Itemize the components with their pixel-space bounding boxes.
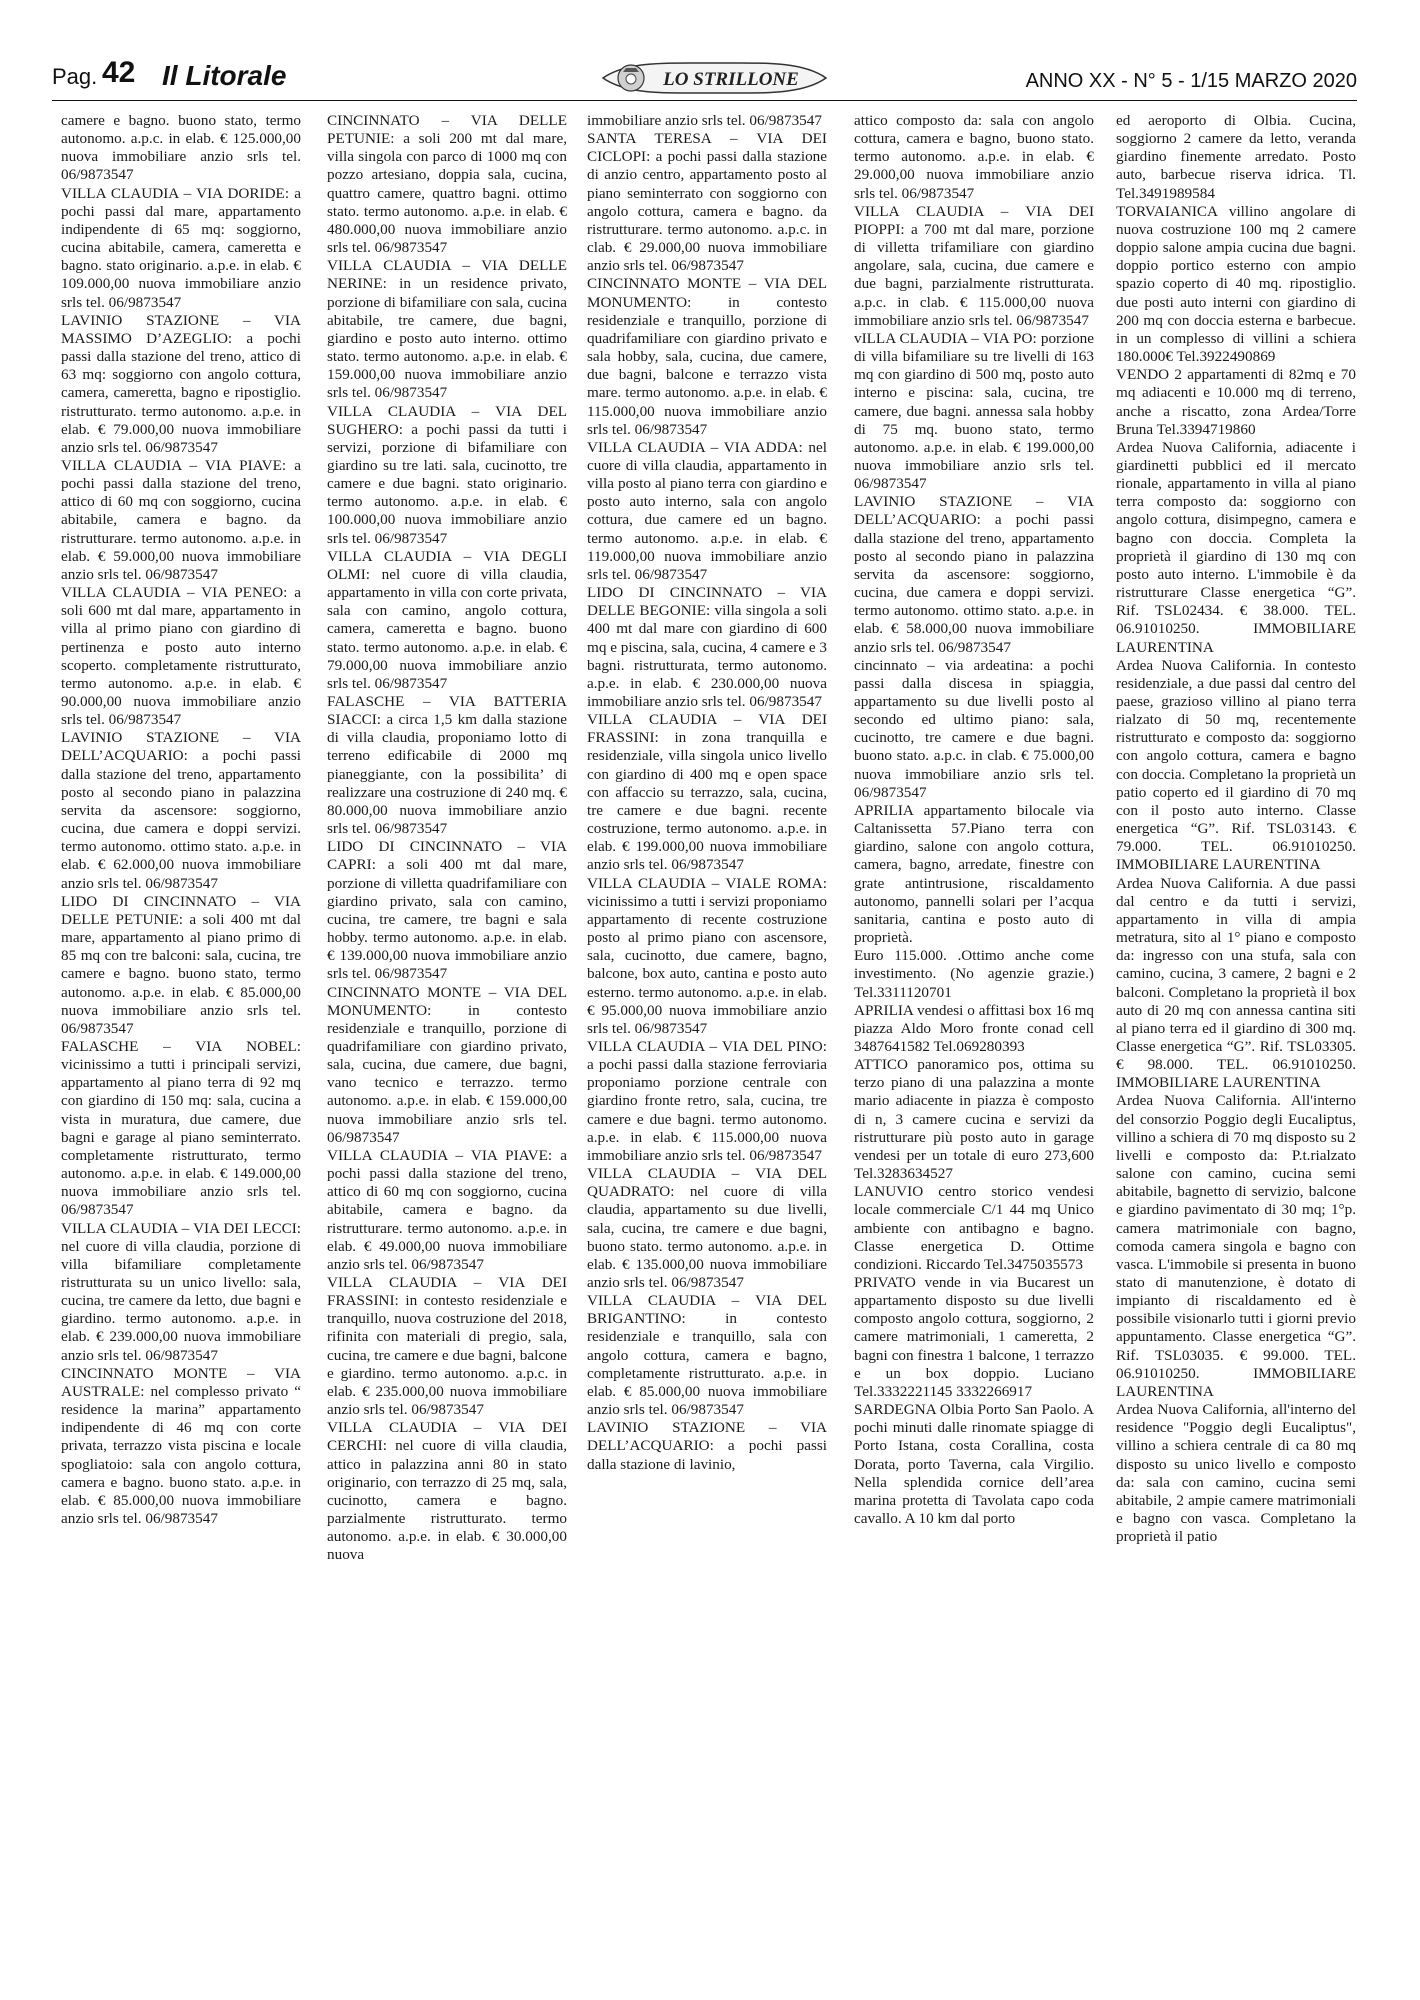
classified-ad: FALASCHE – VIA BATTERIA SIACCI: a circa 1,5 km dalla stazione di villa claudia, proponiamo lotto di terreno edificabile di 2000 mq pianeggiante, con la possibilita’ di realizzare una costruzione di 240 mq. € 80.000,00 nuova immobiliare anzio srls tel. 06/9873547 [327, 693, 567, 838]
classified-ad: VILLA CLAUDIA – VIA DEI PIOPPI: a 700 mt dal mare, porzione di villetta trifamiliare con giardino angolare, sala, cucina, due camere e due bagni, parzialmente ristrutturata. a.p.c. in clab. € 115.000,00 nuova immobiliare anzio srls tel. 06/9873547 [854, 202, 1094, 329]
classified-ad: LIDO DI CINCINNATO – VIA DELLE BEGONIE: villa singola a soli 400 mt dal mare con giardino di 600 mq e piscina, sala, cucina, 4 camere e 3 bagni. ristrutturata, termo autonomo. a.p.e. in elab. € 230.000,00 nuova immobiliare anzio srls tel. 06/9873547 [587, 584, 827, 710]
classified-ad: VILLA CLAUDIA – VIA DEL PINO: a pochi passi dalla stazione ferroviaria proponiamo porzione centrale con giardino fronte retro, sala, cucina, tre camere e due bagni. termo autonomo. a.p.e. in elab. € 115.000,00 nuova immobiliare anzio srls tel. 06/9873547 [587, 1037, 827, 1164]
classified-ad: ed aeroporto di Olbia. Cucina, soggiorno 2 camere da letto, veranda giardino finemente arredato. Posto auto, barbecue riserva idrica. Tl. Tel.3491989584 [1116, 112, 1356, 202]
classified-ad: CINCINNATO MONTE – VIA AUSTRALE: nel complesso privato “ residence la marina” appartamento indipendente di 46 mq con corte privata, terrazzo vista piscina e locale spogliatoio: sala con angolo cottura, camera e bagno. buono stato. a.p.e. in elab. € 85.000,00 nuova immobiliare anzio srls tel. 06/9873547 [61, 1364, 301, 1528]
classified-ad: VILLA CLAUDIA – VIA PENEO: a soli 600 mt dal mare, appartamento in villa al primo piano con giardino di pertinenza e posto auto interno scoperto. completamente ristrutturato, termo autonomo. a.p.e. in elab. € 90.000,00 nuova immobiliare anzio srls tel. 06/9873547 [61, 584, 301, 729]
classified-ad: VENDO 2 appartamenti di 82mq e 70 mq adiacenti e 10.000 mq di terreno, anche a riscatto, zona Ardea/Torre Bruna Tel.3394719860 [1116, 366, 1356, 438]
classified-ad: VILLA CLAUDIA – VIA DEI FRASSINI: in contesto residenziale e tranquillo, nuova costruzione del 2018, rifinita con materiali di pregio, sala, cucina, tre camere e due bagni, balcone e giardino. termo autonomo. a.p.c. in elab. € 235.000,00 nuova immobiliare anzio srls tel. 06/9873547 [327, 1274, 567, 1419]
classified-ad: APRILIA vendesi o affittasi box 16 mq piazza Aldo Moro fronte conad cell 3487641582 Tel.069280393 [854, 1001, 1094, 1055]
page-number: 42 [102, 56, 136, 89]
classified-ad: Ardea Nuova California. All'interno del consorzio Poggio degli Eucaliptus, villino a schiera di 70 mq disposto su 2 livelli e composto da: P.t.rialzato salone con camino, cucina semi abitabile, bagnetto di servizio, balcone e giardino pavimentato di 30 mq; 1°p. camera matrimoniale con bagno, comoda camera singola e bagno con vasca. L'immobile si presenta in buono stato di manutenzione, è dotato di impianto di riscaldamento ed è possibile visionarlo tutti i giorni previo appuntamento. Classe energetica “G”. Rif. TSL03035. € 99.000. TEL. 06.91010250. IMMOBILIARE LAURENTINA [1116, 1092, 1356, 1400]
page-header [52, 58, 1357, 98]
column-4 [854, 112, 1094, 1528]
classified-ad: Euro 115.000. .Ottimo anche come investimento. (No agenzie grazie.) Tel.3311120701 [854, 947, 1094, 1001]
classified-ad: LANUVIO centro storico vendesi locale commerciale C/1 44 mq Unico ambiente con antibagno e bagno. Classe energetica D. Ottime condizioni. Riccardo Tel.3475035573 [854, 1183, 1094, 1273]
classified-ad: SARDEGNA Olbia Porto San Paolo. A pochi minuti dalle rinomate spiagge di Porto Istana, costa Corallina, costa Dorata, porto Taverna, cala Virgilio. Nella splendida cornice dell’area marina protetta di Tavolata capo coda cavallo. A 10 km dal porto [854, 1401, 1094, 1528]
classified-ad: CINCINNATO MONTE – VIA DEL MONUMENTO: in contesto residenziale e tranquillo, porzione di quadrifamiliare con giardino privato, sala, cucina, due camere, due bagni, vano tecnico e terrazzo. termo autonomo. a.p.e. in elab. € 159.000,00 nuova immobiliare anzio srls tel. 06/9873547 [327, 983, 567, 1146]
classified-ad: VILLA CLAUDIA – VIA DORIDE: a pochi passi dal mare, appartamento indipendente di 65 mq: soggiorno, cucina abitabile, camera, cameretta e bagno. stato originario. a.p.e. in elab. € 109.000,00 nuova immobiliare anzio srls tel. 06/9873547 [61, 184, 301, 311]
classified-ad: VILLA CLAUDIA – VIA DELLE NERINE: in un residence privato, porzione di bifamiliare con sala, cucina abitabile, tre camere, due bagni, giardino e posto auto interno. ottimo stato. termo autonomo. a.p.e. in elab. € 159.000,00 nuova immobiliare anzio srls tel. 06/9873547 [327, 257, 567, 402]
classified-ad: FALASCHE – VIA NOBEL: vicinissimo a tutti i principali servizi, appartamento al piano terra di 92 mq con giardino di 150 mq: sala, cucina a vista in muratura, due camere, due bagni e garage al piano seminterrato. completamente ristrutturato, termo autonomo. a.p.e. in elab. € 149.000,00 nuova immobiliare anzio srls tel. 06/9873547 [61, 1037, 301, 1219]
classified-ad: cincinnato – via ardeatina: a pochi passi dalla discesa in spiaggia, appartamento su due livelli posto al secondo ed ultimo piano: sala, cucinotto, tre camere e due bagni. buono stato. a.p.c. in clab. € 75.000,00 nuova immobiliare anzio srls tel. 06/9873547 [854, 656, 1094, 801]
classified-ad: VILLA CLAUDIA – VIA DEI LECCI: nel cuore di villa claudia, porzione di villa bifamiliare completamente ristrutturata su un unico livello: sala, cucina, tre camere da letto, due bagni e giardino. termo autonomo. a.p.e. in elab. € 239.000,00 nuova immobiliare anzio srls tel. 06/9873547 [61, 1219, 301, 1364]
column-5 [1116, 112, 1356, 1546]
header-rule [52, 100, 1357, 101]
classified-ad: VILLA CLAUDIA – VIA DEGLI OLMI: nel cuore di villa claudia, appartamento in villa con corte privata, sala con camino, angolo cottura, camera, cameretta e bagno. buono stato. termo autonomo. a.p.e. in elab. € 79.000,00 nuova immobiliare anzio srls tel. 06/9873547 [327, 547, 567, 692]
classified-ad: LAVINIO STAZIONE – VIA DELL’ACQUARIO: a pochi passi dalla stazione del treno, appartamento posto al secondo piano in palazzina servita da ascensore: soggiorno, cucina, due camera e doppi servizi. termo autonomo. ottimo stato. a.p.e. in elab. € 62.000,00 nuova immobiliare anzio srls tel. 06/9873547 [61, 729, 301, 892]
classified-ad: VILLA CLAUDIA – VIA DEL QUADRATO: nel cuore di villa claudia, appartamento su due livelli, sala, cucina, tre camere e due bagni, buono stato. termo autonomo. a.p.e. in elab. € 135.000,00 nuova immobiliare anzio srls tel. 06/9873547 [587, 1165, 827, 1291]
classified-ad: LIDO DI CINCINNATO – VIA CAPRI: a soli 400 mt dal mare, porzione di villetta quadrifamiliare con giardino privato, sala con camino, cucina, tre camere, tre bagni e sala hobby. termo autonomo. a.p.e. in elab. € 139.000,00 nuova immobiliare anzio srls tel. 06/9873547 [327, 838, 567, 983]
classified-ad: VILLA CLAUDIA – VIALE ROMA: vicinissimo a tutti i servizi proponiamo appartamento di recente costruzione posto al primo piano con ascensore, sala, cucinotto, due camere, bagno, balcone, box auto, cantina e posto auto esterno. termo autonomo. a.p.e. in elab. € 95.000,00 nuova immobiliare anzio srls tel. 06/9873547 [587, 874, 827, 1037]
classified-ad: Ardea Nuova California, all'interno del residence "Poggio degli Eucaliptus", villino a schiera centrale di ca 80 mq disposto su unico livello e composto da: sala con camino, cucina semi abitabile, 2 ampie camere matrimoniali e bagno con vasca. Completano la proprietà il patio [1116, 1401, 1356, 1546]
issue-info: ANNO XX - N° 5 - 1/15 MARZO 2020 [1025, 70, 1357, 92]
classified-ad: APRILIA appartamento bilocale via Caltanissetta 57.Piano terra con giardino, salone con angolo cottura, camera, bagno, arredate, finestre con grate antintrusione, riscaldamento autonomo, pannelli solari per l’acqua sanitaria, cantina e posto auto di proprietà. [854, 801, 1094, 947]
classified-ad: CINCINNATO MONTE – VIA DEL MONUMENTO: in contesto residenziale e tranquillo, porzione di quadrifamiliare con giardino privato e sala hobby, sala, cucina, due camere, due bagni, balcone e terrazzo vista mare. termo autonomo. a.p.e. in elab. € 115.000,00 nuova immobiliare anzio srls tel. 06/9873547 [587, 275, 827, 438]
classified-ad: CINCINNATO – VIA DELLE PETUNIE: a soli 200 mt dal mare, villa singola con parco di 1000 mq con pozzo artesiano, doppia sala, cucina, quattro camere, quattro bagni. ottimo stato. termo autonomo. a.p.e. in elab. € 480.000,00 nuova immobiliare anzio srls tel. 06/9873547 [327, 112, 567, 257]
classified-ad: PRIVATO vende in via Bucarest un appartamento disposto su due livelli composto angolo cottura, soggiorno, 2 camere matrimoniali, 1 cameretta, 2 bagni con finestra 1 balcone, 1 terrazzo e un box doppio. Luciano Tel.3332221145 3332266917 [854, 1274, 1094, 1400]
classified-ad: VILLA CLAUDIA – VIA PIAVE: a pochi passi dalla stazione del treno, attico di 60 mq con soggiorno, cucina abitabile, camera e bagno. da ristrutturare. termo autonomo. a.p.e. in elab. € 59.000,00 nuova immobiliare anzio srls tel. 06/9873547 [61, 456, 301, 583]
classified-ad: Ardea Nuova California, adiacente i giardinetti pubblici ed il mercato rionale, appartamento in villa al piano terra composto da: soggiorno con angolo cottura, disimpegno, camera e bagno con doccia. Completa la proprietà il giardino di 130 mq con posto auto interno. L'immobile è da ristrutturare Classe energetica “G”. Rif. TSL02434. € 38.000. TEL. 06.91010250. IMMOBILIARE LAURENTINA [1116, 438, 1356, 656]
classified-ad: camere e bagno. buono stato, termo autonomo. a.p.c. in elab. € 125.000,00 nuova immobiliare anzio srls tel. 06/9873547 [61, 112, 301, 184]
classified-ad: SANTA TERESA – VIA DEI CICLOPI: a pochi passi dalla stazione di anzio centro, appartamento posto al piano seminterrato con soggiorno con angolo cottura, camera e bagno. da ristrutturare. termo autonomo. a.p.c. in clab. € 29.000,00 nuova immobiliare anzio srls tel. 06/9873547 [587, 130, 827, 275]
classified-ad: LAVINIO STAZIONE – VIA MASSIMO D’AZEGLIO: a pochi passi dalla stazione del treno, attico di 63 mq: soggiorno con angolo cottura, camera, cameretta, bagno e ripostiglio. ristrutturato. termo autonomo. a.p.e. in elab. € 79.000,00 nuova immobiliare anzio srls tel. 06/9873547 [61, 311, 301, 456]
lo-strillone-logo [597, 58, 832, 98]
classified-ad: ATTICO panoramico pos, ottima su terzo piano di una palazzina a monte mario adiacente in piazza è composto di n, 3 camere cucina e servizi da ristrutturare più posto auto in garage vendesi per un totale di euro 273,600 Tel.3283634527 [854, 1056, 1094, 1183]
column-2 [327, 112, 567, 1565]
classified-ad: attico composto da: sala con angolo cottura, camera e bagno, buono stato. termo autonomo. a.p.e. in elab. € 29.000,00 nuova immobiliare anzio srls tel. 06/9873547 [854, 112, 1094, 202]
classified-ad: LAVINIO STAZIONE – VIA DELL’ACQUARIO: a pochi passi dalla stazione di lavinio, [587, 1419, 827, 1473]
classified-ad: VILLA CLAUDIA – VIA ADDA: nel cuore di villa claudia, appartamento in villa posto al piano terra con giardino e posto auto interno, sala con angolo cottura, due camere ed un bagno. termo autonomo. a.p.e. in elab. € 119.000,00 nuova immobiliare anzio srls tel. 06/9873547 [587, 438, 827, 583]
classified-ad: LIDO DI CINCINNATO – VIA DELLE PETUNIE: a soli 400 mt dal mare, appartamento al piano primo di 85 mq con tre balconi: sala, cucina, tre camere e bagno. buono stato, termo autonomo. a.p.e. in elab. € 85.000,00 nuova immobiliare anzio srls tel. 06/9873547 [61, 892, 301, 1037]
column-3 [587, 112, 827, 1474]
classified-ad: VILLA CLAUDIA – VIA DEI CERCHI: nel cuore di villa claudia, attico in palazzina anni 80 in stato originario, con terrazzo di 25 mq, sala, cucinotto, camera e bagno. parzialmente ristrutturato. termo autonomo. a.p.e. in elab. € 30.000,00 nuova [327, 1419, 567, 1564]
classified-ad: VILLA CLAUDIA – VIA PIAVE: a pochi passi dalla stazione del treno, attico di 60 mq con soggiorno, cucina abitabile, camera e bagno. da ristrutturare. termo autonomo. a.p.e. in elab. € 49.000,00 nuova immobiliare anzio srls tel. 06/9873547 [327, 1146, 567, 1273]
classified-ad: Ardea Nuova California. A due passi dal centro e da tutti i servizi, appartamento in villa di ampia metratura, sito al 1° piano e composto da: ingresso con una stufa, sala con camino, cucina, 3 camere, 2 bagni e 2 balconi. Completano la proprietà il box auto di 20 mq con annessa cantina siti al piano terra ed il giardino di 300 mq. Classe energetica “G”. Rif. TSL03305. € 98.000. TEL. 06.91010250. IMMOBILIARE LAURENTINA [1116, 874, 1356, 1092]
classified-ad: VILLA CLAUDIA – VIA DEI FRASSINI: in zona tranquilla e residenziale, villa singola unico livello con giardino di 400 mq e open space con affaccio su terrazzo, sala, cucina, tre camere e due bagni. recente costruzione, termo autonomo. a.p.e. in elab. € 199.000,00 nuova immobiliare anzio srls tel. 06/9873547 [587, 711, 827, 874]
classified-ad: vILLA CLAUDIA – VIA PO: porzione di villa bifamiliare su tre livelli di 163 mq con giardino di 500 mq, posto auto interno e piscina: sala, cucina, tre camere, due bagni. annessa sala hobby di 75 mq. buono stato, termo autonomo. a.p.e. in elab. € 199.000,00 nuova immobiliare anzio srls tel. 06/9873547 [854, 329, 1094, 493]
classified-ad: LAVINIO STAZIONE – VIA DELL’ACQUARIO: a pochi passi dalla stazione del treno, appartamento posto al secondo piano in palazzina servita da ascensore: soggiorno, cucina, due camera e doppi servizi. termo autonomo. ottimo stato. a.p.e. in elab. € 58.000,00 nuova immobiliare anzio srls tel. 06/9873547 [854, 493, 1094, 656]
classified-ad: VILLA CLAUDIA – VIA DEL SUGHERO: a pochi passi da tutti i servizi, porzione di bifamiliare con giardino su tre lati. sala, cucinotto, tre camere e due bagni. stato originario. termo autonomo. a.p.e. in elab. € 100.000,00 nuova immobiliare anzio srls tel. 06/9873547 [327, 402, 567, 547]
logo-text: LO STRILLONE [663, 69, 799, 90]
classified-ad: VILLA CLAUDIA – VIA DEL BRIGANTINO: in contesto residenziale e tranquillo, sala con angolo cottura, camera e bagno, completamente ristrutturato. a.p.e. in elab. € 85.000,00 nuova immobiliare anzio srls tel. 06/9873547 [587, 1292, 827, 1419]
classified-ad: TORVAIANICA villino angolare di nuova costruzione 100 mq 2 camere doppio salone ampia cucina due bagni. doppio portico esterno con ampio spazio coperto di 40 mq. ripostiglio. due posti auto interni con giardino di 200 mq con doccia esterna e barbecue. in un complesso di villini a schiera 180.000€ Tel.3922490869 [1116, 202, 1356, 366]
classified-ad: immobiliare anzio srls tel. 06/9873547 [587, 112, 822, 129]
classified-ad: Ardea Nuova California. In contesto residenziale, a due passi dal centro del paese, grazioso villino al piano terra rialzato di 50 mq, recentemente ristrutturato e composto da: soggiorno con angolo cottura, camera e bagno con doccia. Completano la proprietà un patio coperto ed il giardino di 70 mq con il posto auto interno. Classe energetica “G”. Rif. TSL03143. € 79.000. TEL. 06.91010250. IMMOBILIARE LAURENTINA [1116, 656, 1356, 874]
masthead-title: Il Litorale [162, 60, 287, 91]
column-1 [61, 112, 301, 1528]
page-label: Pag. [52, 64, 98, 89]
